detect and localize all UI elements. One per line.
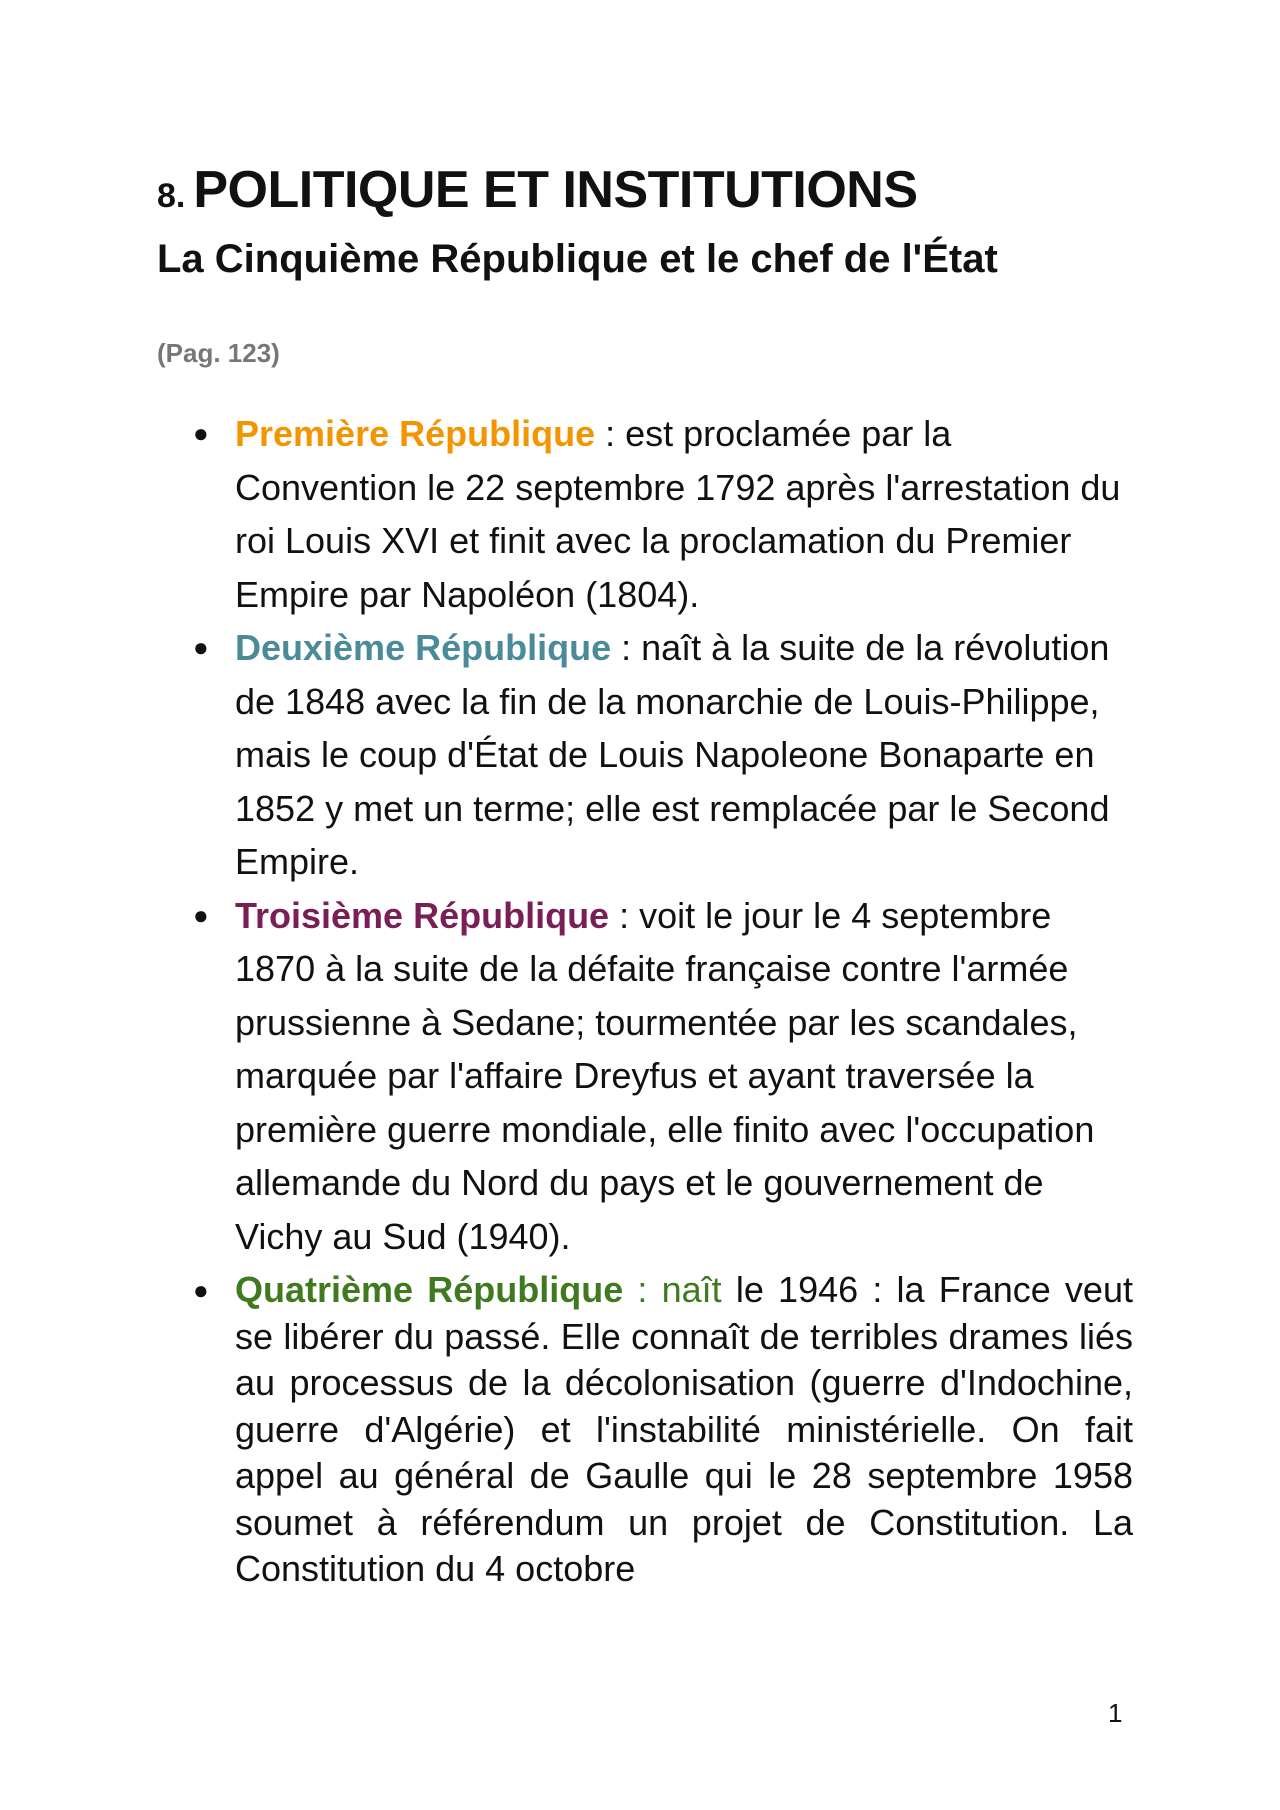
item-label: Troisième République [235, 894, 610, 936]
item-label: Première République [235, 413, 596, 454]
list-item-quatrieme-republique [193, 1267, 1133, 1593]
list-item-troisieme-republique [193, 889, 1133, 1264]
item-text: le 1946 : la France veut se libérer du passé. Elle connaît de terribles drames liés au processus de la décolonisation (guerre d'Indochine, guerre d'Algérie) et l'instabilité ministérielle. On fait appel au général de Gaulle qui le 28 septembre 1958 soumet à référendum un projet de Constitution. La Constitution du 4 octobre [235, 1269, 1133, 1589]
item-text: : naît à la suite de la révolution de 1848 avec la fin de la monarchie de Louis-Philippe, mais le coup d'État de Louis Napoleone Bonaparte en 1852 y met un terme; elle est remplacée par le Second Empire. [235, 627, 1110, 882]
chapter-heading [157, 160, 918, 220]
item-text: : est proclamée par la Convention le 22 septembre 1792 après l'arrestation du roi Louis XVI et finit avec la proclamation du Premier Empire par Napoléon (1804). [235, 413, 1121, 615]
list-item-deuxieme-republique [193, 621, 1133, 889]
bullet-icon: ● [193, 418, 209, 448]
bullet-icon: ● [193, 632, 209, 662]
page-number: 1 [1108, 1698, 1123, 1728]
page-reference: (Pag. 123) [157, 338, 280, 368]
item-colored-text: : naît [623, 1269, 722, 1310]
section-subtitle: La Cinquième République et le chef de l'État [157, 237, 998, 281]
item-label: Quatrième République [235, 1269, 624, 1310]
bullet-icon: ● [193, 899, 209, 930]
bullet-icon: ● [193, 1275, 209, 1305]
item-label: Deuxième République [235, 627, 612, 668]
chapter-number: 8. [157, 177, 186, 215]
republics-list [0, 407, 1280, 1593]
item-text: : voit le jour le 4 septembre 1870 à la suite de la défaite française contre l'armée prussienne à Sedane; tourmentée par les scandales, marquée par l'affaire Dreyfus et ayant traversée la première guerre mondiale, elle finito avec l'occupation allemande du Nord du pays et le gouvernement de Vichy au Sud (1940). [235, 894, 1095, 1257]
list-item-premiere-republique [193, 407, 1133, 621]
chapter-title: POLITIQUE ET INSTITUTIONS [193, 161, 918, 219]
